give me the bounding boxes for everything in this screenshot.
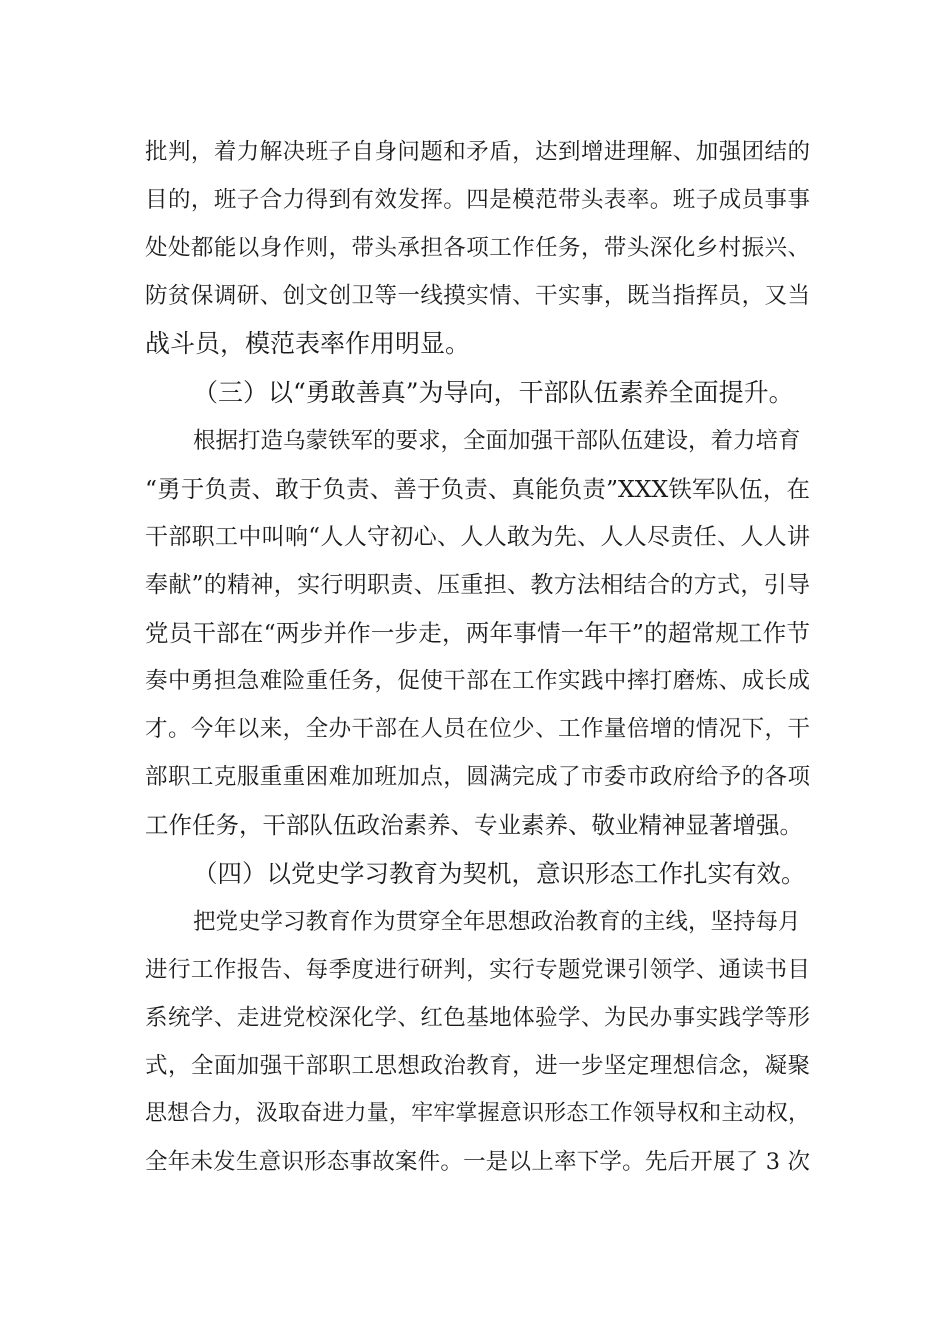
body-text-line: 批判，着力解决班子自身问题和矛盾，达到增进理解、加强团结的 [145, 139, 810, 165]
body-text-line: 部职工克服重重困难加班加点，圆满完成了市委市政府给予的各项 [145, 764, 810, 790]
body-text-line: 进行工作报告、每季度进行研判，实行专题党课引领学、通读书目 [145, 957, 810, 983]
body-text-line: 式，全面加强干部职工思想政治教育，进一步坚定理想信念，凝聚 [145, 1053, 810, 1079]
body-text-line: 战斗员，模范表率作用明显。 [145, 329, 471, 358]
body-text-line: 工作任务，干部队伍政治素养、专业素养、敬业精神显著增强。 [145, 811, 803, 839]
body-text-line: 目的，班子合力得到有效发挥。四是模范带头表率。班子成员事事 [145, 187, 810, 213]
body-text-line: 处处都能以身作则，带头承担各项工作任务，带头深化乡村振兴、 [145, 235, 810, 261]
section-heading: （四）以党史学习教育为契机，意识形态工作扎实有效。 [193, 859, 806, 888]
body-text-line: 党员干部在“两步并作一步走，两年事情一年干”的超常规工作节 [145, 619, 810, 647]
body-text-line: 防贫保调研、创文创卫等一线摸实情、干实事，既当指挥员，又当 [145, 283, 810, 309]
body-text-line: “勇于负责、敢于负责、善于负责、真能负责”XXX铁军队伍，在 [145, 475, 810, 503]
body-text-line: 干部职工中叫响“人人守初心、人人敢为先、人人尽责任、人人讲 [145, 524, 810, 550]
body-text-line: 思想合力，汲取奋进力量，牢牢掌握意识形态工作领导权和主动权， [145, 1101, 810, 1126]
body-text-line: 全年未发生意识形态事故案件。一是以上率下学。先后开展了 3 次 [145, 1149, 810, 1175]
body-text-line: 系统学、走进党校深化学、红色基地体验学、为民办事实践学等形 [145, 1005, 810, 1031]
paragraph-first-line: 根据打造乌蒙铁军的要求，全面加强干部队伍建设，着力培育 [193, 428, 801, 454]
body-text-line: 奉献”的精神，实行明职责、压重担、教方法相结合的方式，引导 [145, 572, 810, 598]
section-heading: （三）以“勇敢善真”为导向，干部队伍素养全面提升。 [193, 378, 794, 407]
body-text-line: 才。今年以来，全办干部在人员在位少、工作量倍增的情况下，干 [145, 716, 810, 742]
body-text-line: 奏中勇担急难险重任务，促使干部在工作实践中摔打磨炼、成长成 [145, 668, 810, 694]
paragraph-first-line: 把党史学习教育作为贯穿全年思想政治教育的主线，坚持每月 [193, 909, 801, 935]
